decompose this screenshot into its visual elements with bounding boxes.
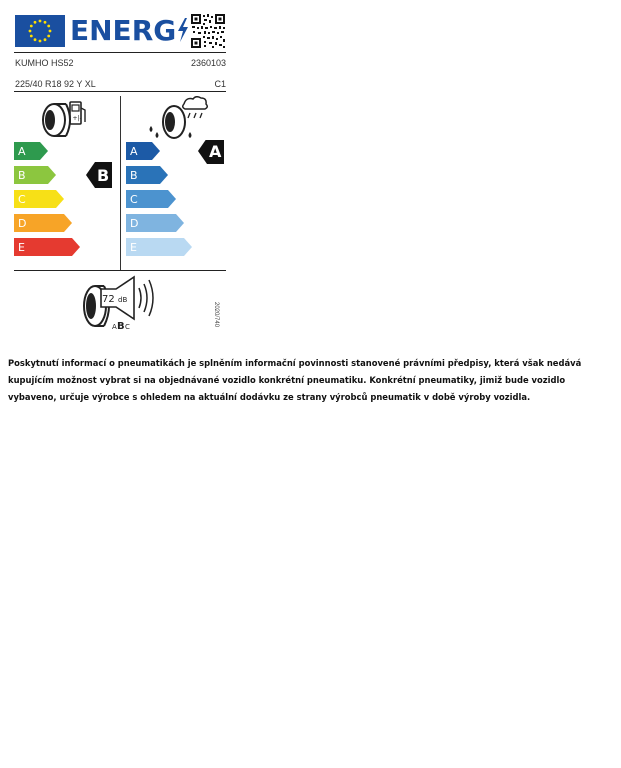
wet-grip-scale bbox=[124, 140, 226, 270]
wet-class-a bbox=[126, 142, 160, 160]
noise-class-a: A bbox=[112, 323, 117, 331]
fuel-letter-e: E bbox=[18, 241, 25, 254]
wet-class-c bbox=[126, 190, 176, 208]
fuel-letter-a: A bbox=[18, 145, 26, 158]
product-code: 2360103 bbox=[190, 58, 226, 68]
wet-class-e bbox=[126, 238, 192, 256]
tyre-rain-cloud-icon bbox=[144, 96, 212, 142]
scale-rule bbox=[14, 270, 226, 271]
fuel-class-d bbox=[14, 214, 72, 232]
label-header bbox=[14, 12, 226, 50]
wet-rating-badge bbox=[198, 140, 224, 164]
noise-value: 72 bbox=[102, 294, 115, 305]
fuel-letter-d: D bbox=[18, 217, 27, 230]
fuel-class-e bbox=[14, 238, 80, 256]
eu-flag-icon bbox=[15, 15, 65, 47]
eu-tyre-label bbox=[14, 12, 226, 332]
header-rule bbox=[14, 52, 226, 53]
tyre-speaker-icon bbox=[80, 274, 160, 332]
fuel-rating-letter: B bbox=[97, 166, 110, 185]
svg-text:+|-: +|- bbox=[72, 115, 82, 122]
wet-letter-c: C bbox=[130, 193, 138, 206]
disclaimer-paragraph: Poskytnutí informací o pneumatikách je splněním informační povinnosti stanovené právními předpisy, která však nedává kupujícím možnost vybrat si na objednávané vozidlo konkrétní pneumatiku. Konkrétní pneumatiky, jimiž bude vozidlo vybaveno, určuje výrobce s ohledem na aktuální dodávku ze strany výrobců pneumatik v době výroby vozidla. bbox=[8, 358, 582, 402]
info-rule bbox=[14, 91, 226, 92]
wet-class-d bbox=[126, 214, 184, 232]
fuel-class-c bbox=[14, 190, 64, 208]
wet-letter-a: A bbox=[130, 145, 138, 158]
fuel-efficiency-scale bbox=[14, 140, 120, 270]
noise-unit: dB bbox=[118, 296, 128, 304]
qr-code-icon bbox=[190, 13, 226, 49]
noise-class-c: C bbox=[125, 323, 130, 331]
tyre-class: C1 bbox=[214, 79, 226, 89]
tyre-fuel-pump-icon bbox=[40, 98, 88, 140]
product-name: KUMHO HS52 bbox=[15, 58, 74, 68]
wet-rating-letter: A bbox=[209, 142, 222, 161]
energy-wordmark: ENERG bbox=[70, 14, 190, 47]
column-divider bbox=[120, 96, 121, 271]
fuel-class-a bbox=[14, 142, 48, 160]
fuel-rating-badge bbox=[86, 162, 112, 188]
wet-letter-b: B bbox=[130, 169, 138, 182]
noise-class-b: B bbox=[117, 321, 125, 332]
fuel-letter-b: B bbox=[18, 169, 26, 182]
regulation-code: 2020/740 bbox=[213, 302, 219, 328]
tyre-size: 225/40 R18 92 Y XL bbox=[15, 79, 96, 89]
wet-letter-e: E bbox=[130, 241, 137, 254]
fuel-letter-c: C bbox=[18, 193, 26, 206]
wet-letter-d: D bbox=[130, 217, 139, 230]
lightning-bolt-icon bbox=[176, 17, 190, 43]
fuel-class-b bbox=[14, 166, 56, 184]
wet-class-b bbox=[126, 166, 168, 184]
